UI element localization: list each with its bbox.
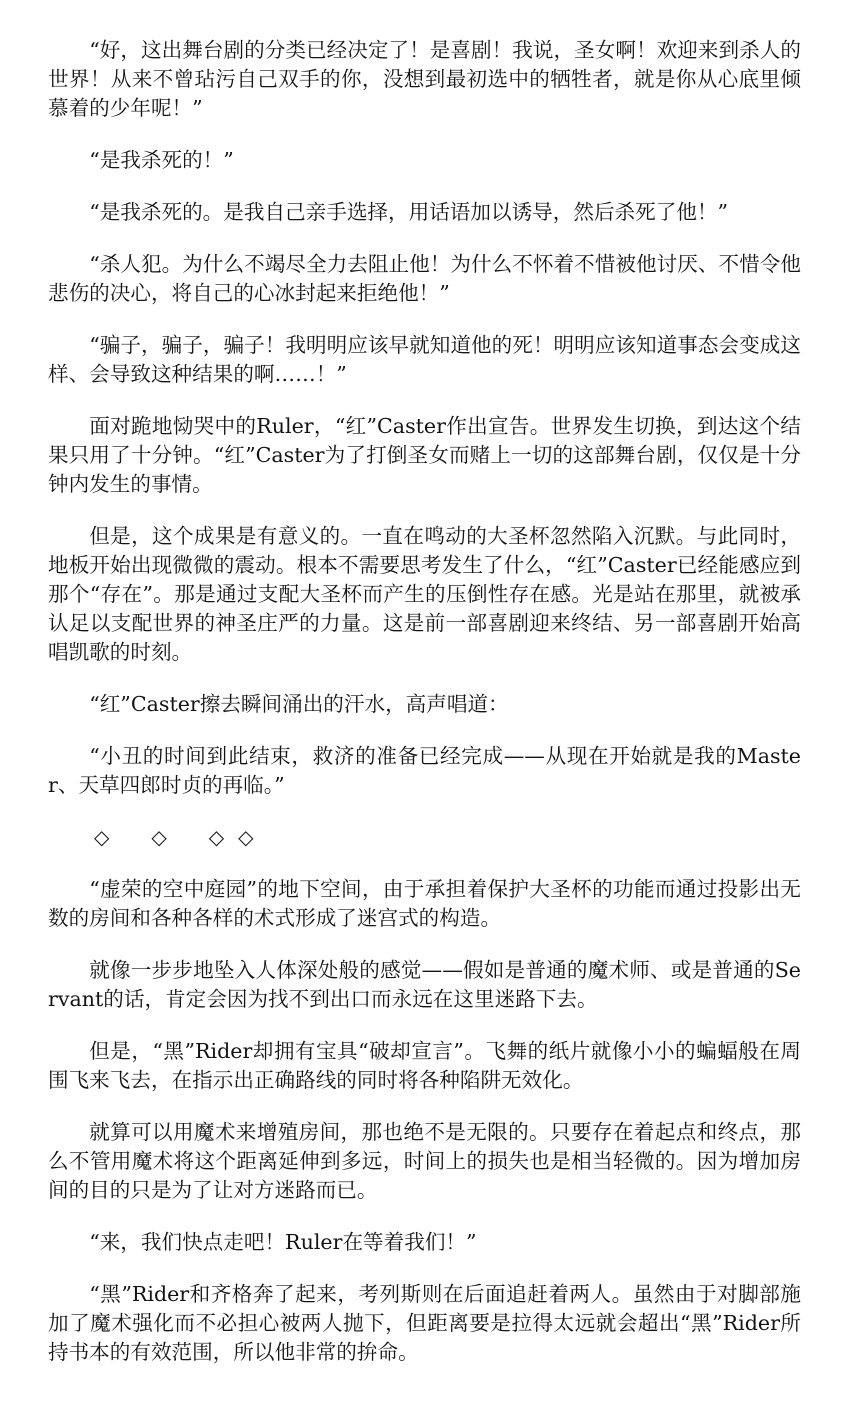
paragraph: “是我杀死的。是我自己亲手选择，用话语加以诱导，然后杀死了他！” (89, 200, 729, 224)
document-page (48, 36, 801, 1390)
paragraph: “红”Caster擦去瞬间涌出的汗水，高声唱道： (89, 692, 509, 716)
paragraph: “虚荣的空中庭园”的地下空间，由于承担着保护大圣杯的功能而通过投影出无数的房间和各种各样的术式形成了迷宫式的构造。 (48, 877, 801, 930)
paragraph: “小丑的时间到此结束，救济的准备已经完成——从现在开始就是我的Master、天草四郎时贞的再临。” (48, 744, 801, 797)
paragraph: “是我杀死的！” (89, 148, 234, 172)
paragraph: 但是，这个成果是有意义的。一直在鸣动的大圣杯忽然陷入沉默。与此同时，地板开始出现微微的震动。根本不需要思考发生了什么，“红”Caster已经能感应到那个“存在”。那是通过支配大圣杯而产生的压倒性存在感。光是站在那里，就被承认足以支配世界的神圣庄严的力量。这是前一部喜剧迎来终结、另一部喜剧开始高唱凯歌的时刻。 (48, 524, 801, 664)
diamond-icon: ◇ (151, 825, 167, 849)
paragraph: “来，我们快点走吧！Ruler在等着我们！” (89, 1230, 477, 1254)
paragraph: “黑”Rider和齐格奔了起来，考列斯则在后面追赶着两人。虽然由于对脚部施加了魔术强化而不必担心被两人抛下，但距离要是拉得太远就会超出“黑”Rider所持书本的有效范围，所以他非常的拚命。 (48, 1282, 801, 1364)
scene-separator (48, 823, 801, 852)
diamond-icon: ◇ (94, 825, 110, 849)
paragraph: 就算可以用魔术来增殖房间，那也绝不是无限的。只要存在着起点和终点，那么不管用魔术将这个距离延伸到多远，时间上的损失也是相当轻微的。因为增加房间的目的只是为了让对方迷路而已。 (48, 1120, 801, 1202)
diamond-icon: ◇ (238, 825, 254, 849)
diamond-icon: ◇ (208, 825, 225, 849)
paragraph: “好，这出舞台剧的分类已经决定了！是喜剧！我说，圣女啊！欢迎来到杀人的世界！从来不曾玷污自己双手的你，没想到最初选中的牺牲者，就是你从心底里倾慕着的少年呢！” (48, 38, 801, 120)
paragraph: “杀人犯。为什么不竭尽全力去阻止他！为什么不怀着不惜被他讨厌、不惜令他悲伤的决心，将自己的心冰封起来拒绝他！” (48, 252, 801, 305)
paragraph: “骗子，骗子，骗子！我明明应该早就知道他的死！明明应该知道事态会变成这样、会导致这种结果的啊……！” (48, 333, 801, 386)
paragraph: 但是，“黑”Rider却拥有宝具“破却宣言”。飞舞的纸片就像小小的蝙蝠般在周围飞来飞去，在指示出正确路线的同时将各种陷阱无效化。 (48, 1039, 801, 1092)
paragraph: 就像一步步地坠入人体深处般的感觉——假如是普通的魔术师、或是普通的Servant的话，肯定会因为找不到出口而永远在这里迷路下去。 (48, 958, 801, 1011)
paragraph: 面对跪地恸哭中的Ruler，“红”Caster作出宣告。世界发生切换，到达这个结果只用了十分钟。“红”Caster为了打倒圣女而赌上一切的这部舞台剧，仅仅是十分钟内发生的事情。 (48, 414, 801, 496)
